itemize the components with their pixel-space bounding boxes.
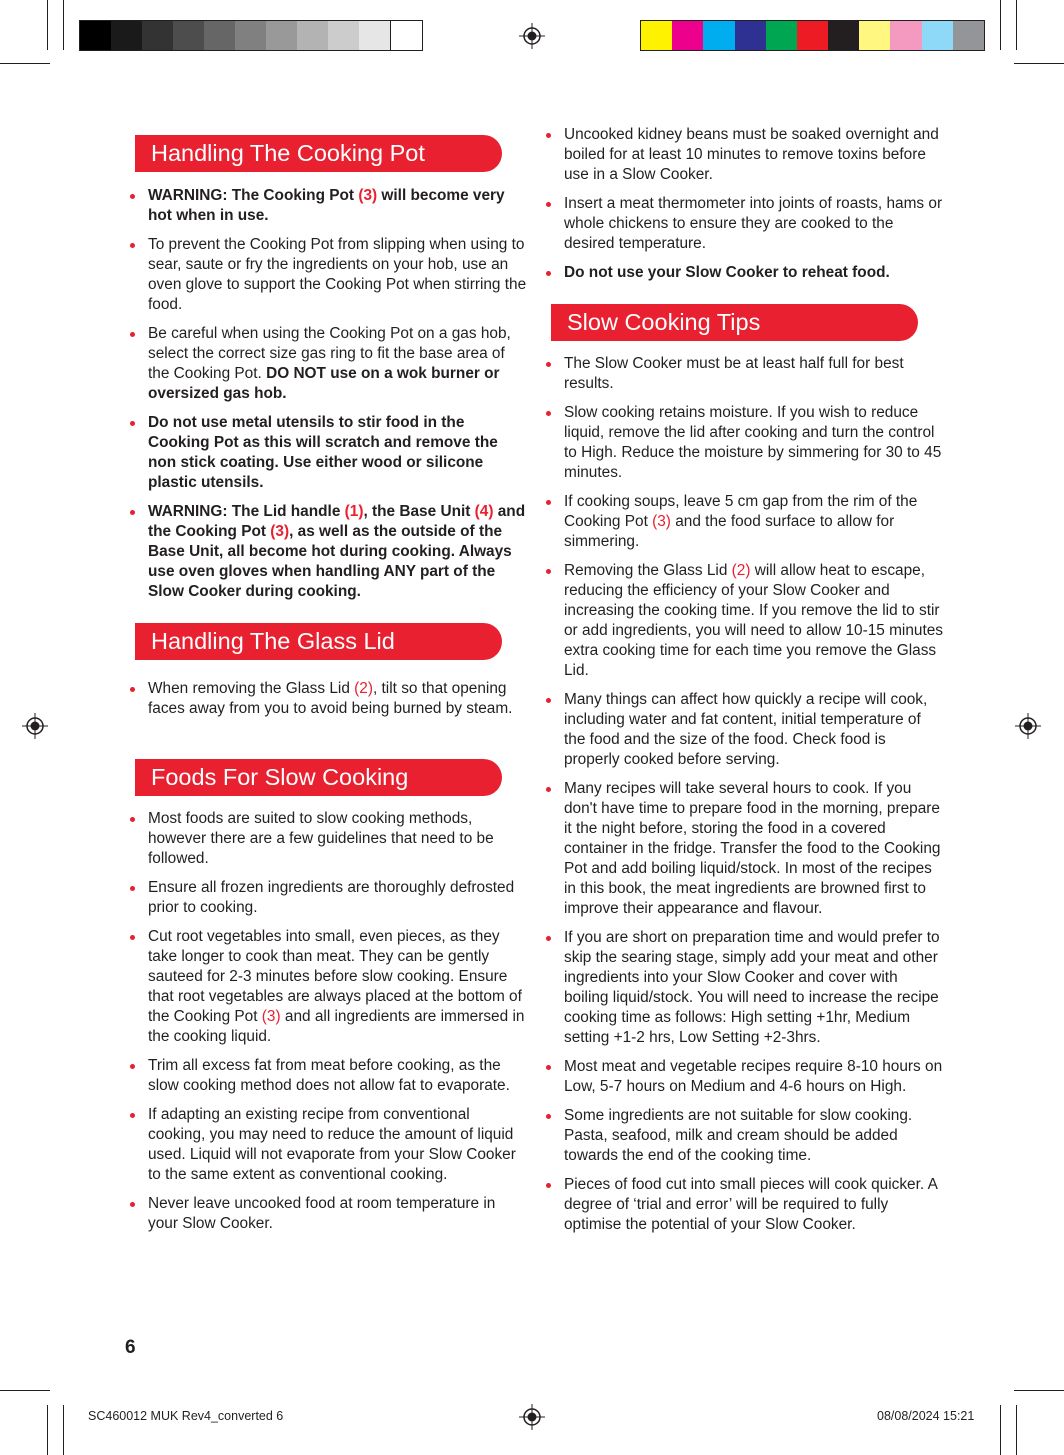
color-swatch <box>890 21 921 50</box>
list-item <box>548 125 943 185</box>
section-header-glass-lid: Handling The Glass Lid <box>135 623 502 660</box>
item-text: Do not use your Slow Cooker to reheat food. <box>564 264 890 281</box>
item-text: and all ingredients are immersed in the cooking liquid. <box>148 1008 525 1045</box>
part-reference: (3) <box>358 187 378 204</box>
list-item <box>132 927 527 1047</box>
item-text: will allow heat to escape, reducing the efficiency of your Slow Cooker and increasing the cooking time. If you remove the lid to stir or add ingredients, you will need to allow 10-15 minutes extra cooking time for each time you remove the Glass Lid. <box>564 562 944 679</box>
list-item <box>548 690 943 770</box>
part-reference: (4) <box>474 503 494 520</box>
registration-mark-icon <box>519 23 545 49</box>
list-item <box>132 235 527 315</box>
color-swatch <box>111 21 142 50</box>
item-text: and the Cooking Pot <box>148 503 526 540</box>
foods-continued-list <box>548 125 943 292</box>
item-text: Uncooked kidney beans must be soaked overnight and boiled for at least 10 minutes to remove toxins before use in a Slow Cooker. <box>564 126 939 183</box>
foods-list <box>132 809 527 1243</box>
footer-file-info: SC460012 MUK Rev4_converted 6 <box>88 1409 284 1423</box>
color-swatch <box>641 21 672 50</box>
item-text: Most meat and vegetable recipes require 8-10 hours on Low, 5-7 hours on Medium and 4-6 hours on High. <box>564 1058 943 1095</box>
part-reference: (3) <box>270 523 290 540</box>
list-item <box>132 1105 527 1185</box>
item-text: When removing the Glass Lid <box>148 680 355 697</box>
list-item <box>132 1194 527 1234</box>
list-item <box>132 878 527 918</box>
item-text: If adapting an existing recipe from conventional cooking, you may need to reduce the amount of liquid used. Liquid will not evaporate from your Slow Cooker to the same extent as conventional cooking. <box>148 1106 516 1183</box>
item-text: , as well as the outside of the Base Unit, all become hot during cooking. Always use oven gloves when handling ANY part of the Slow Cooker during cooking. <box>148 523 512 600</box>
list-item <box>548 403 943 483</box>
color-swatch <box>328 21 359 50</box>
item-text: WARNING: The Cooking Pot <box>148 187 359 204</box>
color-swatch <box>266 21 297 50</box>
color-swatch <box>204 21 235 50</box>
item-text: If you are short on preparation time and would prefer to skip the searing stage, simply add your meat and other ingredients into your Slow Cooker and cover with boiling liquid/stock. You will need to increase the recipe cooking time as follows: High setting +1hr, Medium setting +1-2 hrs, Low Setting +2-3hrs. <box>564 929 940 1046</box>
list-item <box>132 186 527 226</box>
item-text: Do not use metal utensils to stir food in the Cooking Pot as this will scratch and remove the non stick coating. Use either wood or silicone plastic utensils. <box>148 414 498 491</box>
glass-lid-list <box>132 679 527 728</box>
cooking-pot-list <box>132 186 527 611</box>
section-header-tips: Slow Cooking Tips <box>551 304 918 341</box>
footer-datetime: 08/08/2024 15:21 <box>877 1409 975 1423</box>
item-text: DO NOT use on a wok burner or oversized gas hob. <box>148 365 500 402</box>
item-text: The Slow Cooker must be at least half full for best results. <box>564 355 904 392</box>
list-item <box>548 1106 943 1166</box>
list-item <box>548 492 943 552</box>
registration-mark-icon <box>1015 713 1041 739</box>
item-text: Most foods are suited to slow cooking methods, however there are a few guidelines that need to be followed. <box>148 810 494 867</box>
list-item <box>548 1175 943 1235</box>
tips-list <box>548 354 943 1244</box>
item-text: Slow cooking retains moisture. If you wish to reduce liquid, remove the lid after cooking and turn the control to High. Reduce the moisture by simmering for 30 to 45 minutes. <box>564 404 942 481</box>
item-text: Be careful when using the Cooking Pot on a gas hob, select the correct size gas ring to fit the base area of the Cooking Pot. <box>148 325 511 382</box>
color-swatch <box>235 21 266 50</box>
list-item <box>548 263 943 283</box>
color-swatch <box>390 21 422 50</box>
list-item <box>548 1057 943 1097</box>
item-text: Trim all excess fat from meat before cooking, as the slow cooking method does not allow fat to evaporate. <box>148 1057 510 1094</box>
registration-mark-icon <box>22 713 48 739</box>
page-number: 6 <box>125 1337 136 1358</box>
color-swatch <box>735 21 766 50</box>
color-swatch <box>142 21 173 50</box>
list-item <box>132 324 527 404</box>
list-item <box>548 779 943 919</box>
part-reference: (3) <box>261 1008 281 1025</box>
list-item <box>132 679 527 719</box>
part-reference: (2) <box>354 680 373 697</box>
color-swatch <box>828 21 859 50</box>
item-text: , the Base Unit <box>363 503 475 520</box>
list-item <box>548 194 943 254</box>
item-text: , tilt so that opening faces away from you to avoid being burned by steam. <box>148 680 513 717</box>
item-text: Ensure all frozen ingredients are thoroughly defrosted prior to cooking. <box>148 879 515 916</box>
color-swatch <box>173 21 204 50</box>
part-reference: (2) <box>731 562 751 579</box>
item-text: Pieces of food cut into small pieces will cook quicker. A degree of ‘trial and error’ will be required to fully optimise the potential of your Slow Cooker. <box>564 1176 937 1233</box>
item-text: Cut root vegetables into small, even pieces, as they take longer to cook than meat. They can be gently sauteed for 2-3 minutes before slow cooking. Ensure that root vegetables are always placed at the bottom of the Cooking Pot <box>148 928 522 1025</box>
registration-mark-icon <box>519 1404 545 1430</box>
item-text: To prevent the Cooking Pot from slipping when using to sear, saute or fry the ingredients on your hob, use an oven glove to support the Cooking Pot when stirring the food. <box>148 236 527 313</box>
list-item <box>548 928 943 1048</box>
item-text: Removing the Glass Lid <box>564 562 732 579</box>
color-swatch <box>703 21 734 50</box>
part-reference: (3) <box>652 513 671 530</box>
color-swatch <box>672 21 703 50</box>
item-text: Many things can affect how quickly a recipe will cook, including water and fat content, initial temperature of the food and the size of the food. Check food is properly cooked before serving. <box>564 691 928 768</box>
list-item <box>132 413 527 493</box>
list-item <box>132 1056 527 1096</box>
color-swatch <box>80 21 111 50</box>
color-swatch <box>797 21 828 50</box>
color-swatch <box>953 21 984 50</box>
color-swatch <box>859 21 890 50</box>
item-text: If cooking soups, leave 5 cm gap from the rim of the Cooking Pot <box>564 493 918 530</box>
color-swatch <box>359 21 390 50</box>
item-text: will become very hot when in use. <box>148 187 505 224</box>
list-item <box>548 561 943 681</box>
list-item <box>548 354 943 394</box>
color-swatch <box>766 21 797 50</box>
color-swatch <box>922 21 953 50</box>
part-reference: (1) <box>344 503 364 520</box>
grayscale-color-bar <box>79 20 423 51</box>
item-text: Some ingredients are not suitable for slow cooking. Pasta, seafood, milk and cream should be added towards the end of the cooking time. <box>564 1107 913 1164</box>
item-text: Insert a meat thermometer into joints of roasts, hams or whole chickens to ensure they are cooked to the desired temperature. <box>564 195 943 252</box>
color-swatch <box>297 21 328 50</box>
item-text: WARNING: The Lid handle <box>148 503 345 520</box>
process-color-bar <box>640 20 985 51</box>
item-text: Never leave uncooked food at room temperature in your Slow Cooker. <box>148 1195 496 1232</box>
list-item <box>132 502 527 602</box>
list-item <box>132 809 527 869</box>
section-header-foods: Foods For Slow Cooking <box>135 759 502 796</box>
section-header-cooking-pot: Handling The Cooking Pot <box>135 135 502 172</box>
item-text: Many recipes will take several hours to cook. If you don't have time to prepare food in the morning, prepare it the night before, storing the food in a covered container in the fridge. Transfer the food to the Cooking Pot and add boiling liquid/stock. In most of the recipes in this book, the meat ingredients are browned first to improve their appearance and flavour. <box>564 780 941 917</box>
item-text: and the food surface to allow for simmering. <box>564 513 895 550</box>
